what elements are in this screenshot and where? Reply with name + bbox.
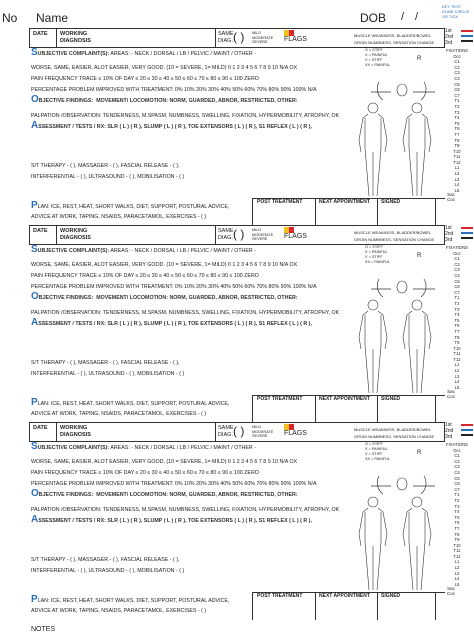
fixation-t2[interactable]: T2 (454, 103, 460, 109)
palpation-line: PALPATION /OBSERVATION: TENDERNESS, M.SPASM, NUMBNESS, SWELLING, FIXATION, HYPERMOBILITY, ATROPHY, OK (31, 310, 340, 316)
same-diag-label: SAME DIAG. (218, 31, 234, 44)
fixation-t10[interactable]: T10 (453, 148, 461, 154)
flags-label: FLAGS (284, 36, 307, 43)
fixation-t5[interactable]: T5 (454, 514, 460, 520)
fixation-occ[interactable]: Occ (453, 53, 461, 59)
fixation-c6[interactable]: C6 (454, 87, 460, 93)
flag-color-bars (461, 227, 473, 242)
fixation-c7[interactable]: C7 (454, 289, 460, 295)
marking-key: O = STIFF X = PAINFUL V = STIFF XX = PAINFUL (365, 245, 391, 264)
marking-key: O = STIFF X = PAINFUL V = STIFF XX = PAINFUL (365, 48, 391, 67)
signed-label: SIGNED (381, 593, 401, 599)
pain-frequency-line: PAIN FREQUENCY TRACE ≤ 10% OF DAY ≤ 20 ≤ 30 ≤ 40 ≤ 50 ≤ 60 ≤ 70 ≤ 80 ≤ 90 ≤ 100 ZERO (31, 273, 259, 279)
fixations-list (445, 48, 469, 193)
fixation-t9[interactable]: T9 (454, 537, 460, 543)
signed-label: SIGNED (381, 396, 401, 402)
worse-line: WORSE, SAME, EASIER, ALOT EASIER, VERY GOOD. (10 = SEVERE, 1= MILD) 0 1 2 3 4 5 6 7 8 9 10 N/A OX (31, 262, 298, 268)
assessment-line: ASSESSMENT / TESTS / RX: SLR ( L ) ( R ), SLUMP ( L ) ( R ), TOE EXTENSORS ( L ) ( R ), S1 REFLEX ( L ) ( R ), (31, 317, 312, 328)
sacrum-label: Sac Coc (447, 586, 456, 596)
fixation-c3[interactable]: C3 (454, 70, 460, 76)
fixations-title: FIXATIONS (446, 48, 468, 53)
fixation-t4[interactable]: T4 (454, 509, 460, 515)
interferential-line: INTERFERENTIAL - ( ), ULTRASOUND - ( ), MOBILISATION - ( ) (31, 371, 185, 377)
palpation-line: PALPATION /OBSERVATION: TENDERNESS, M.SPASM, NUMBNESS, SWELLING, FIXATION, HYPERMOBILITY, ATROPHY, OK (31, 113, 340, 119)
right-label: R (417, 450, 422, 456)
same-diag-label: SAME DIAG. (218, 425, 234, 438)
fixation-t4[interactable]: T4 (454, 115, 460, 121)
plan-line: PLAN: ICE, REST, HEAT, SHORT WALKS, DIET, SUPPORT, POSTURAL ADVICE, (31, 594, 230, 605)
first-label: 1st (445, 422, 452, 428)
fixation-l4[interactable]: L4 (454, 182, 460, 188)
palpation-line: PALPATION /OBSERVATION: TENDERNESS, M.SPASM, NUMBNESS, SWELLING, FIXATION, HYPERMOBILITY, ATROPHY, OK (31, 507, 340, 513)
objective-line: OBJECTIVE FINDINGS: MOVEMENT/ LOCOMOTION: NORM, GUARDED, ABNOR, RESTRICTED, OTHER: (31, 291, 298, 302)
fixation-t5[interactable]: T5 (454, 317, 460, 323)
muscle-weakness-text: MUSCLE WEAKNESS, BLADDER/BOWEL (354, 33, 432, 38)
visit-section-2 (0, 225, 474, 425)
treatment-footer (29, 198, 445, 226)
fixation-l3[interactable]: L3 (454, 570, 460, 576)
fixation-l3[interactable]: L3 (454, 176, 460, 182)
post-treatment-label: POST TREATMENT (257, 199, 303, 205)
next-appointment-label: NEXT APPOINTMENT (319, 593, 370, 599)
flag-color-bars (461, 30, 473, 45)
percentage-line: PERCENTAGE PROBLEM IMPROVED WITH TREATMENT: 0% 10% 20% 30% 40% 50% 60% 70% 80% 90% 100% N/A (31, 481, 317, 487)
fixation-occ[interactable]: Occ (453, 250, 461, 256)
third-label: 3rd (445, 237, 453, 243)
fixation-c4[interactable]: C4 (454, 75, 460, 81)
fixation-t3[interactable]: T3 (454, 503, 460, 509)
fixation-t12[interactable]: T12 (453, 553, 461, 559)
severity-options: MILD MODERATE SEVERE (252, 425, 274, 438)
muscle-weakness-text: MUSCLE WEAKNESS, BLADDER/BOWEL (354, 230, 432, 235)
flag-color-bars (461, 424, 473, 439)
flags-label: FLAGS (284, 233, 307, 240)
working-diagnosis-label: WORKING DIAGNOSIS (60, 31, 91, 44)
fixation-t9[interactable]: T9 (454, 143, 460, 149)
notes-label: NOTES (31, 626, 56, 633)
fixation-c1[interactable]: C1 (454, 256, 460, 262)
fixation-t10[interactable]: T10 (453, 542, 461, 548)
fixation-l4[interactable]: L4 (454, 379, 460, 385)
page-header (0, 0, 474, 26)
fixation-occ[interactable]: Occ (453, 447, 461, 453)
working-diagnosis-label: WORKING DIAGNOSIS (60, 228, 91, 241)
advice-line: ADVICE AT WORK, TAPING, NSAIDS, PARACETAMOL, EXERCISES - ( ) (31, 214, 207, 220)
fixation-t12[interactable]: T12 (453, 356, 461, 362)
fixation-t8[interactable]: T8 (454, 334, 460, 340)
fixation-c3[interactable]: C3 (454, 464, 460, 470)
worse-line: WORSE, SAME, EASIER, ALOT EASIER, VERY GOOD. (10 = SEVERE, 1= MILD) 0 1 2 3 4 5 6 7 8 9 10 N/A OX (31, 65, 298, 71)
working-diagnosis-label: WORKING DIAGNOSIS (60, 425, 91, 438)
diagnosis-bar (29, 225, 445, 245)
visit-section-3 (0, 422, 474, 622)
fixations-list (445, 442, 469, 587)
dob-slash-2: / (415, 11, 419, 23)
st-therapy-line: S/T THERAPY - ( ), MASSAGER - ( ), FASCIAL RELEASE - ( ), (31, 163, 180, 169)
divider (215, 423, 216, 441)
fixation-t8[interactable]: T8 (454, 531, 460, 537)
fixation-t7[interactable]: T7 (454, 131, 460, 137)
groin-numbness-text: GROIN NUMBNESS, SENSATION CHANGE (354, 40, 435, 45)
divider (215, 226, 216, 244)
marking-key: O = STIFF X = PAINFUL V = STIFF XX = PAINFUL (365, 442, 391, 461)
fixations-title: FIXATIONS (446, 442, 468, 447)
assessment-line: ASSESSMENT / TESTS / RX: SLR ( L ) ( R ), SLUMP ( L ) ( R ), TOE EXTENSORS ( L ) ( R ), S1 REFLEX ( L ) ( R ), (31, 120, 312, 131)
pain-frequency-line: PAIN FREQUENCY TRACE ≤ 10% OF DAY ≤ 20 ≤ 30 ≤ 40 ≤ 50 ≤ 60 ≤ 70 ≤ 80 ≤ 90 ≤ 100 ZERO (31, 470, 259, 476)
fixation-t6[interactable]: T6 (454, 520, 460, 526)
fixation-c7[interactable]: C7 (454, 486, 460, 492)
percentage-line: PERCENTAGE PROBLEM IMPROVED WITH TREATMENT: 0% 10% 20% 30% 40% 50% 60% 70% 80% 90% 100% N/A (31, 87, 317, 93)
name-label: Name (36, 11, 69, 25)
body-chart-icon (351, 494, 441, 594)
divider (56, 226, 57, 244)
diagnosis-bar (29, 422, 445, 442)
fixation-l2[interactable]: L2 (454, 565, 460, 571)
groin-numbness-text: GROIN NUMBNESS, SENSATION CHANGE (354, 237, 435, 242)
next-appointment-label: NEXT APPOINTMENT (319, 396, 370, 402)
subjective-line: SUBJECTIVE COMPLAINT(S): AREAS: - NECK / DORSAL / LB / PELVIC / MAINT / OTHER - (31, 47, 256, 58)
second-label: 2nd (445, 34, 454, 40)
body-chart-icon (351, 297, 441, 397)
fixation-c4[interactable]: C4 (454, 272, 460, 278)
assessment-line: ASSESSMENT / TESTS / RX: SLR ( L ) ( R ), SLUMP ( L ) ( R ), TOE EXTENSORS ( L ) ( R ), S1 REFLEX ( L ) ( R ), (31, 514, 312, 525)
fixation-c6[interactable]: C6 (454, 481, 460, 487)
red-flag-symptoms (354, 426, 446, 440)
fixations-list (445, 245, 469, 390)
key-text: KEY TEST DONE CIRCLE OR TICK (442, 4, 470, 19)
third-label: 3rd (445, 434, 453, 440)
no-label: No (2, 11, 18, 25)
date-label: DATE (33, 31, 48, 37)
fixation-t3[interactable]: T3 (454, 306, 460, 312)
fixation-l3[interactable]: L3 (454, 373, 460, 379)
fixation-l1[interactable]: L1 (454, 362, 460, 368)
same-diag-label: SAME DIAG. (218, 228, 234, 241)
diagnosis-bar (29, 28, 445, 48)
fixation-t5[interactable]: T5 (454, 120, 460, 126)
third-label: 3rd (445, 40, 453, 46)
fixation-c4[interactable]: C4 (454, 469, 460, 475)
pain-frequency-line: PAIN FREQUENCY TRACE ≤ 10% OF DAY ≤ 20 ≤ 30 ≤ 40 ≤ 50 ≤ 60 ≤ 70 ≤ 80 ≤ 90 ≤ 100 ZERO (31, 76, 259, 82)
plan-line: PLAN: ICE, REST, HEAT, SHORT WALKS, DIET, SUPPORT, POSTURAL ADVICE, (31, 200, 230, 211)
fixation-c6[interactable]: C6 (454, 284, 460, 290)
treatment-footer (29, 592, 445, 620)
flags-label: FLAGS (284, 430, 307, 437)
fixation-c5[interactable]: C5 (454, 475, 460, 481)
sacrum-label: Sac Coc (447, 389, 456, 399)
fixation-t11[interactable]: T11 (453, 548, 461, 554)
severity-options: MILD MODERATE SEVERE (252, 31, 274, 44)
st-therapy-line: S/T THERAPY - ( ), MASSAGER - ( ), FASCIAL RELEASE - ( ), (31, 360, 180, 366)
fixation-c1[interactable]: C1 (454, 453, 460, 459)
fixation-c5[interactable]: C5 (454, 278, 460, 284)
right-label: R (417, 56, 422, 62)
fixation-l1[interactable]: L1 (454, 559, 460, 565)
first-label: 1st (445, 225, 452, 231)
fixation-c1[interactable]: C1 (454, 59, 460, 65)
date-label: DATE (33, 425, 48, 431)
sacrum-label: Sac Coc (447, 192, 456, 202)
fixation-l4[interactable]: L4 (454, 576, 460, 582)
divider (56, 29, 57, 47)
fixation-l2[interactable]: L2 (454, 171, 460, 177)
fixation-c3[interactable]: C3 (454, 267, 460, 273)
fixation-t8[interactable]: T8 (454, 137, 460, 143)
groin-numbness-text: GROIN NUMBNESS, SENSATION CHANGE (354, 434, 435, 439)
first-label: 1st (445, 28, 452, 34)
subjective-line: SUBJECTIVE COMPLAINT(S): AREAS: - NECK / DORSAL / LB / PELVIC / MAINT / OTHER - (31, 441, 256, 452)
interferential-line: INTERFERENTIAL - ( ), ULTRASOUND - ( ), MOBILISATION - ( ) (31, 568, 185, 574)
divider (56, 423, 57, 441)
second-label: 2nd (445, 231, 454, 237)
next-appointment-label: NEXT APPOINTMENT (319, 199, 370, 205)
severity-choice[interactable]: ( ) (233, 424, 245, 438)
fixation-c5[interactable]: C5 (454, 81, 460, 87)
post-treatment-label: POST TREATMENT (257, 593, 303, 599)
subjective-line: SUBJECTIVE COMPLAINT(S): AREAS: - NECK / DORSAL / LB / PELVIC / MAINT / OTHER - (31, 244, 256, 255)
fixation-t1[interactable]: T1 (454, 295, 460, 301)
severity-choice[interactable]: ( ) (233, 227, 245, 241)
fixation-l5[interactable]: L5 (454, 581, 460, 587)
date-label: DATE (33, 228, 48, 234)
fixation-l5[interactable]: L5 (454, 187, 460, 193)
worse-line: WORSE, SAME, EASIER, ALOT EASIER, VERY GOOD. (10 = SEVERE, 1= MILD) 0 1 2 3 4 5 6 7 8 9 10 N/A OX (31, 459, 298, 465)
red-flag-symptoms (354, 229, 446, 243)
fixation-t10[interactable]: T10 (453, 345, 461, 351)
treatment-footer (29, 395, 445, 423)
advice-line: ADVICE AT WORK, TAPING, NSAIDS, PARACETAMOL, EXERCISES - ( ) (31, 608, 207, 614)
plan-line: PLAN: ICE, REST, HEAT, SHORT WALKS, DIET, SUPPORT, POSTURAL ADVICE, (31, 397, 230, 408)
fixation-c7[interactable]: C7 (454, 92, 460, 98)
fixation-l5[interactable]: L5 (454, 384, 460, 390)
objective-line: OBJECTIVE FINDINGS: MOVEMENT/ LOCOMOTION: NORM, GUARDED, ABNOR, RESTRICTED, OTHER: (31, 488, 298, 499)
fixation-t12[interactable]: T12 (453, 159, 461, 165)
severity-choice[interactable]: ( ) (233, 30, 245, 44)
muscle-weakness-text: MUSCLE WEAKNESS, BLADDER/BOWEL (354, 427, 432, 432)
post-treatment-label: POST TREATMENT (257, 396, 303, 402)
visit-order-labels (445, 28, 453, 46)
fixation-t11[interactable]: T11 (453, 154, 461, 160)
fixation-l1[interactable]: L1 (454, 165, 460, 171)
second-label: 2nd (445, 428, 454, 434)
fixation-t6[interactable]: T6 (454, 126, 460, 132)
fixations-title: FIXATIONS (446, 245, 468, 250)
visit-order-labels (445, 422, 453, 440)
fixation-t2[interactable]: T2 (454, 497, 460, 503)
st-therapy-line: S/T THERAPY - ( ), MASSAGER - ( ), FASCIAL RELEASE - ( ), (31, 557, 180, 563)
fixation-t1[interactable]: T1 (454, 492, 460, 498)
divider (215, 29, 216, 47)
fixation-t1[interactable]: T1 (454, 98, 460, 104)
fixation-t7[interactable]: T7 (454, 328, 460, 334)
fixation-c2[interactable]: C2 (454, 261, 460, 267)
fixation-t2[interactable]: T2 (454, 300, 460, 306)
fixation-t9[interactable]: T9 (454, 340, 460, 346)
advice-line: ADVICE AT WORK, TAPING, NSAIDS, PARACETAMOL, EXERCISES - ( ) (31, 411, 207, 417)
interferential-line: INTERFERENTIAL - ( ), ULTRASOUND - ( ), MOBILISATION - ( ) (31, 174, 185, 180)
dob-label: DOB (360, 11, 387, 25)
severity-options: MILD MODERATE SEVERE (252, 228, 274, 241)
visit-section-1 (0, 28, 474, 228)
right-label: R (417, 253, 422, 259)
fixation-c2[interactable]: C2 (454, 64, 460, 70)
fixation-t7[interactable]: T7 (454, 525, 460, 531)
fixation-l2[interactable]: L2 (454, 368, 460, 374)
fixation-c2[interactable]: C2 (454, 458, 460, 464)
body-chart-icon (351, 100, 441, 200)
fixation-t4[interactable]: T4 (454, 312, 460, 318)
objective-line: OBJECTIVE FINDINGS: MOVEMENT/ LOCOMOTION: NORM, GUARDED, ABNOR, RESTRICTED, OTHER: (31, 94, 298, 105)
fixation-t6[interactable]: T6 (454, 323, 460, 329)
fixation-t11[interactable]: T11 (453, 351, 461, 357)
fixation-t3[interactable]: T3 (454, 109, 460, 115)
signed-label: SIGNED (381, 199, 401, 205)
visit-order-labels (445, 225, 453, 243)
percentage-line: PERCENTAGE PROBLEM IMPROVED WITH TREATMENT: 0% 10% 20% 30% 40% 50% 60% 70% 80% 90% 100% N/A (31, 284, 317, 290)
red-flag-symptoms (354, 32, 446, 46)
dob-slash-1: / (401, 11, 405, 23)
